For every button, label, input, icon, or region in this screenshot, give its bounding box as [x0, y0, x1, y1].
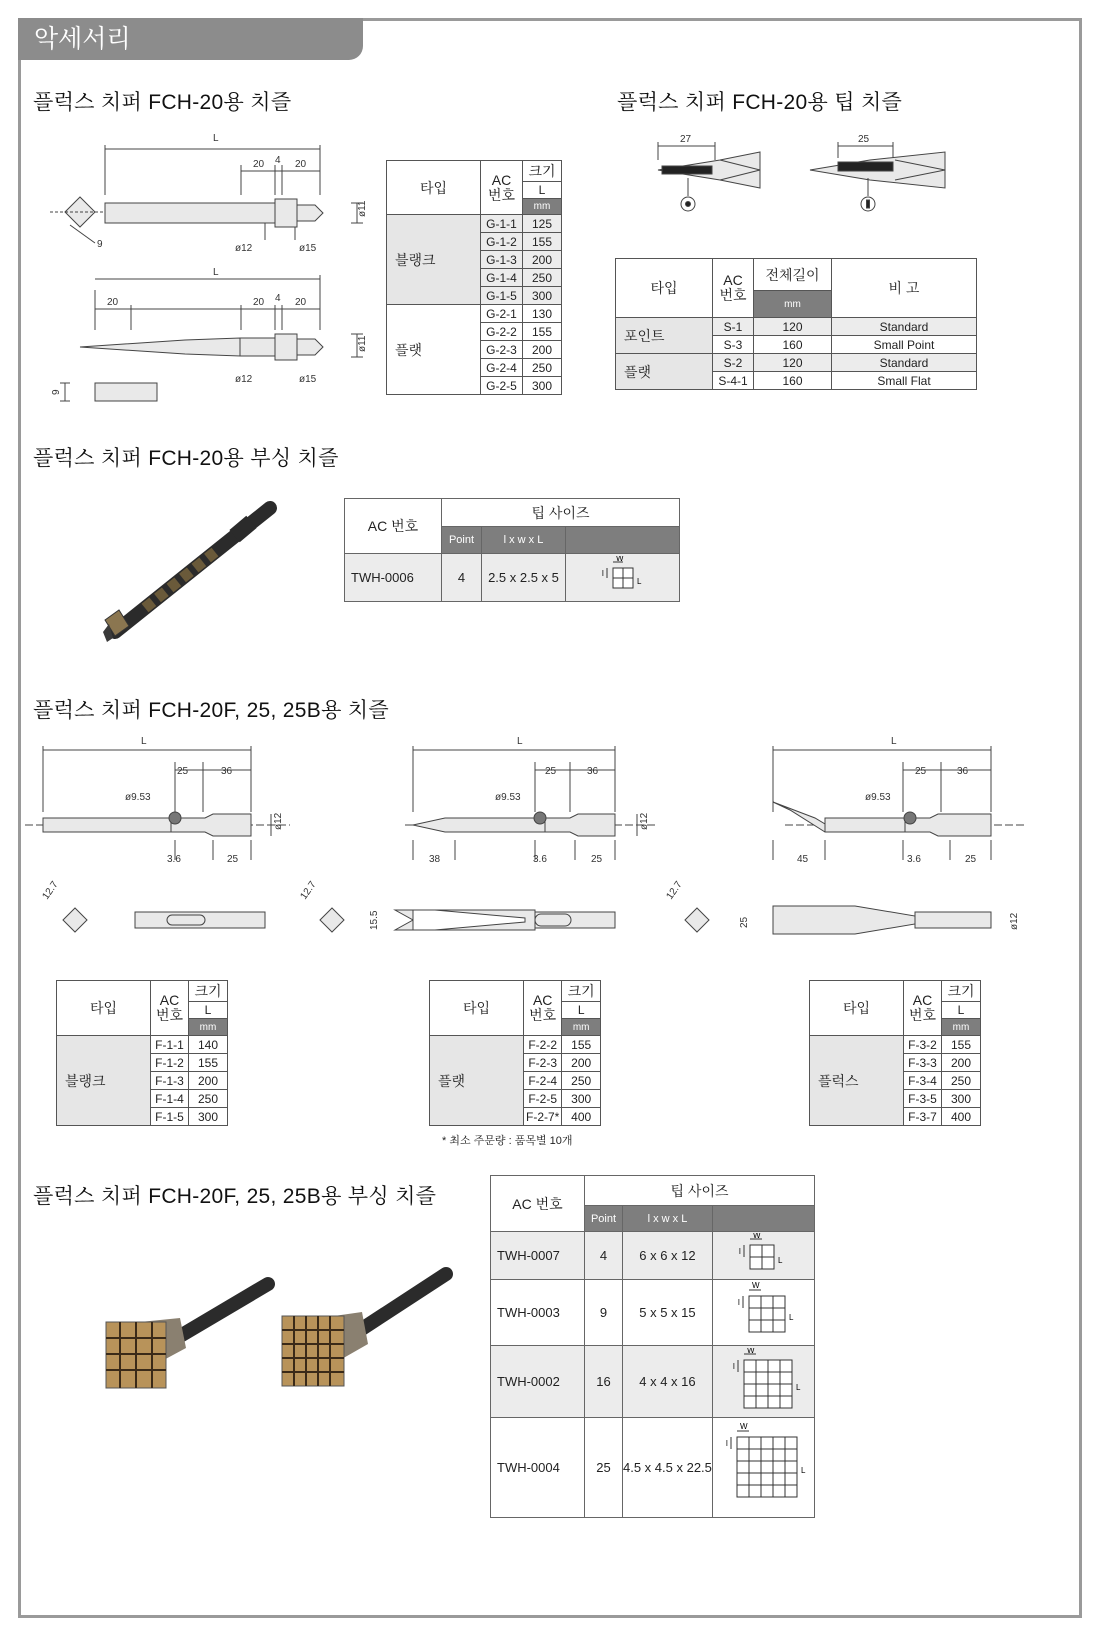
svg-text:W: W: [740, 1422, 749, 1431]
twh-large-size-header: l x w x L: [623, 1206, 713, 1232]
table-cell: F-1-4: [151, 1090, 189, 1108]
table-cell: 200: [523, 341, 562, 359]
table-cell: F-2-2: [524, 1036, 562, 1054]
twh-small-point-header: Point: [442, 527, 482, 554]
table-cell: F-2-3: [524, 1054, 562, 1072]
table-cell: 155: [523, 323, 562, 341]
table-cell: 6 x 6 x 12: [623, 1232, 713, 1280]
table-cell: 160: [754, 372, 832, 390]
table-s-unit: mm: [754, 291, 832, 318]
dim-27: 27: [680, 134, 692, 145]
table-tip-chisel: [615, 258, 977, 390]
heading-fch20f-bushing: 플럭스 치퍼 FCH-20F, 25, 25B용 부싱 치즐: [33, 1185, 437, 1208]
table-cell: 250: [523, 359, 562, 377]
svg-text:W: W: [747, 1348, 756, 1355]
table-cell: Small Point: [832, 336, 977, 354]
table-cell: Standard: [832, 354, 977, 372]
table-s-note-header: 비 고: [832, 259, 977, 318]
dim-127-c: 12.7: [664, 879, 685, 902]
table-cell: 16: [585, 1346, 623, 1418]
svg-text:l: l: [733, 1362, 736, 1371]
dim-20-d: 20: [253, 297, 265, 308]
table-cell: 200: [189, 1072, 228, 1090]
dim-12-b: ø12: [235, 374, 253, 385]
table-g-type-header: 타입: [387, 161, 481, 215]
table-f1-size-header: 크기: [189, 981, 228, 1002]
table-f2-ac-header: AC 번호: [524, 981, 562, 1036]
table-s-group-point: 포인트: [616, 318, 713, 354]
table-f1-type-header: 타입: [57, 981, 151, 1036]
table-g-group-flat: 플랫: [387, 305, 481, 395]
bushing-chisel-photos: [100, 1262, 460, 1422]
table-cell: 25: [585, 1418, 623, 1518]
table-cell: F-1-3: [151, 1072, 189, 1090]
table-cell: 400: [942, 1108, 981, 1126]
dim-11-a: ø11: [357, 200, 368, 217]
table-cell: S-3: [713, 336, 754, 354]
table-cell: 250: [562, 1072, 601, 1090]
table-cell: F-3-7: [904, 1108, 942, 1126]
table-cell: S-2: [713, 354, 754, 372]
dim-9-a: 9: [97, 239, 103, 250]
table-cell: S-1: [713, 318, 754, 336]
svg-text:W: W: [615, 556, 624, 563]
dim-9-b: 9: [51, 389, 62, 395]
fch20f-chisel-drawing: [25, 732, 1065, 952]
svg-text:L: L: [796, 1383, 801, 1392]
table-cell: 130: [523, 305, 562, 323]
table-cell: 300: [942, 1090, 981, 1108]
table-cell: Standard: [832, 318, 977, 336]
tip-grid-4x4-icon: [712, 1346, 814, 1418]
table-cell: 4.5 x 4.5 x 22.5: [623, 1418, 713, 1518]
section-tab: 악세서리: [18, 18, 363, 60]
twh-large-icon-header: [712, 1206, 814, 1232]
table-g-unit: mm: [523, 199, 562, 215]
table-fch20-chisel: [386, 160, 562, 395]
twh-large-point-header: Point: [585, 1206, 623, 1232]
dim-12-a: ø12: [235, 243, 253, 254]
table-cell: G-2-5: [481, 377, 523, 395]
dim-25-tip: 25: [858, 134, 870, 145]
svg-text:l: l: [726, 1439, 729, 1448]
table-fch20f-bushing: [490, 1175, 815, 1518]
table-cell: 300: [523, 287, 562, 305]
dim-36-b: 36: [587, 766, 599, 777]
table-f2-unit: mm: [562, 1019, 601, 1036]
dim-25s-c: 25: [965, 854, 977, 865]
table-cell: G-1-2: [481, 233, 523, 251]
table-fch20f-blank: [56, 980, 228, 1126]
tip-chisel-drawing: [650, 130, 960, 220]
table-cell: 120: [754, 318, 832, 336]
fch20-chisel-drawing: [35, 125, 375, 405]
table-f1-ac-header: AC 번호: [151, 981, 189, 1036]
dim-953-b: ø9.53: [495, 792, 521, 803]
dim-L-3: L: [141, 736, 147, 747]
svg-text:L: L: [636, 577, 641, 586]
table-cell: F-1-1: [151, 1036, 189, 1054]
table-cell: 300: [189, 1108, 228, 1126]
dim-L-4: L: [517, 736, 523, 747]
dim-45: 45: [797, 854, 809, 865]
table-cell: F-3-4: [904, 1072, 942, 1090]
dim-25-side: 25: [739, 916, 750, 928]
dim-15-b: ø15: [299, 374, 317, 385]
table-fch20f-flux: [809, 980, 981, 1126]
table-f2-type-header: 타입: [430, 981, 524, 1036]
table-fch20-bushing: [344, 498, 680, 602]
table-f1-size-sub: L: [189, 1002, 228, 1019]
table-cell: G-2-4: [481, 359, 523, 377]
table-g-size-header: 크기: [523, 161, 562, 182]
heading-fch20-chisel: 플럭스 치퍼 FCH-20용 치즐: [33, 91, 292, 114]
dim-20-c: 20: [107, 297, 119, 308]
tip-grid-2x2-icon: [712, 1232, 814, 1280]
table-cell: F-3-5: [904, 1090, 942, 1108]
twh-small-size-header: l x w x L: [482, 527, 566, 554]
table-cell: F-1-5: [151, 1108, 189, 1126]
table-cell: 4 x 4 x 16: [623, 1346, 713, 1418]
table-g-ac-header: AC 번호: [481, 161, 523, 215]
table-cell: 300: [523, 377, 562, 395]
twh-small-tip-header: 팁 사이즈: [442, 499, 680, 527]
svg-text:W: W: [752, 1282, 761, 1290]
table-cell: 4: [442, 554, 482, 602]
svg-text:L: L: [789, 1313, 794, 1322]
table-cell: 9: [585, 1280, 623, 1346]
heading-fch20-tip-chisel: 플럭스 치퍼 FCH-20용 팁 치즐: [617, 91, 903, 114]
dim-155: 15.5: [369, 910, 380, 930]
dim-15-a: ø15: [299, 243, 317, 254]
table-s-group-flat: 플랫: [616, 354, 713, 390]
dim-25-a: 25: [177, 766, 189, 777]
dim-36-c: 36: [957, 766, 969, 777]
table-cell: TWH-0006: [345, 554, 442, 602]
dim-25s-a: 25: [227, 854, 239, 865]
dim-36s-a: 3.6: [167, 854, 181, 865]
dim-36s-c: 3.6: [907, 854, 921, 865]
table-cell: 120: [754, 354, 832, 372]
table-cell: 250: [523, 269, 562, 287]
table-f3-size-header: 크기: [942, 981, 981, 1002]
svg-text:l: l: [601, 569, 604, 578]
table-cell: S-4-1: [713, 372, 754, 390]
table-cell: 155: [562, 1036, 601, 1054]
table-cell: Small Flat: [832, 372, 977, 390]
dim-4-a: 4: [275, 155, 281, 166]
table-cell: G-2-2: [481, 323, 523, 341]
dim-25-b: 25: [545, 766, 557, 777]
table-f3-size-sub: L: [942, 1002, 981, 1019]
table-cell: G-1-3: [481, 251, 523, 269]
table-cell: 200: [523, 251, 562, 269]
dim-25s-b: 25: [591, 854, 603, 865]
table-g-size-sub: L: [523, 182, 562, 199]
twh-large-tip-header: 팁 사이즈: [585, 1176, 815, 1206]
dim-20-e: 20: [295, 297, 307, 308]
table-cell: G-2-1: [481, 305, 523, 323]
table-f3-group: 플럭스: [810, 1036, 904, 1126]
table-cell: 300: [562, 1090, 601, 1108]
dim-12-d: ø12: [639, 812, 650, 830]
table-f3-unit: mm: [942, 1019, 981, 1036]
table-f2-group: 플랫: [430, 1036, 524, 1126]
table-cell: F-2-7*: [524, 1108, 562, 1126]
svg-text:L: L: [778, 1256, 783, 1265]
svg-text:W: W: [753, 1233, 762, 1240]
table-cell: 4: [585, 1232, 623, 1280]
heading-fch20f-chisel: 플럭스 치퍼 FCH-20F, 25, 25B용 치즐: [33, 699, 389, 722]
dim-12-e: ø12: [1009, 912, 1020, 930]
dim-L-1: L: [213, 133, 219, 144]
dim-20-b: 20: [295, 159, 307, 170]
table-cell: 250: [942, 1072, 981, 1090]
table-cell: 160: [754, 336, 832, 354]
tip-grid-5x5-icon: [712, 1418, 814, 1518]
dim-36-a: 36: [221, 766, 233, 777]
svg-text:L: L: [801, 1466, 806, 1475]
table-cell: F-3-2: [904, 1036, 942, 1054]
table-cell: TWH-0004: [491, 1418, 585, 1518]
table-cell: F-2-4: [524, 1072, 562, 1090]
table-fch20f-flat: [429, 980, 601, 1126]
table-cell: G-2-3: [481, 341, 523, 359]
dim-953-a: ø9.53: [125, 792, 151, 803]
dim-4-b: 4: [275, 293, 281, 304]
dim-36s-b: 3.6: [533, 854, 547, 865]
table-cell: G-1-4: [481, 269, 523, 287]
tip-grid-3x3-icon: [712, 1280, 814, 1346]
table-f3-type-header: 타입: [810, 981, 904, 1036]
dim-L-2: L: [213, 267, 219, 278]
table-cell: 125: [523, 215, 562, 233]
table-cell: 2.5 x 2.5 x 5: [482, 554, 566, 602]
dim-127-b: 12.7: [298, 879, 319, 902]
dim-38: 38: [429, 854, 441, 865]
svg-text:l: l: [739, 1247, 742, 1256]
dim-20-a: 20: [253, 159, 265, 170]
table-cell: 140: [189, 1036, 228, 1054]
table-f1-unit: mm: [189, 1019, 228, 1036]
table-s-length-header: 전체길이: [754, 259, 832, 291]
table-f2-size-header: 크기: [562, 981, 601, 1002]
dim-25-c: 25: [915, 766, 927, 777]
table-cell: 250: [189, 1090, 228, 1108]
table-g-group-blank: 블랭크: [387, 215, 481, 305]
table-f3-ac-header: AC 번호: [904, 981, 942, 1036]
twh-large-ac-header: AC 번호: [491, 1176, 585, 1232]
twh-small-ac-header: AC 번호: [345, 499, 442, 554]
table-cell: G-1-5: [481, 287, 523, 305]
table-cell: 200: [562, 1054, 601, 1072]
table-cell: 400: [562, 1108, 601, 1126]
table-cell: TWH-0003: [491, 1280, 585, 1346]
table-s-ac-header: AC 번호: [713, 259, 754, 318]
table-f1-group: 블랭크: [57, 1036, 151, 1126]
min-order-note: * 최소 주문량 : 품목별 10개: [442, 1135, 573, 1147]
svg-text:l: l: [738, 1298, 741, 1307]
dim-12-c: ø12: [273, 812, 284, 830]
table-cell: F-3-3: [904, 1054, 942, 1072]
table-f2-size-sub: L: [562, 1002, 601, 1019]
twh-small-icon-header: [566, 527, 680, 554]
table-cell: 5 x 5 x 15: [623, 1280, 713, 1346]
table-cell: 155: [523, 233, 562, 251]
table-cell: 155: [189, 1054, 228, 1072]
table-s-type-header: 타입: [616, 259, 713, 318]
dim-L-5: L: [891, 736, 897, 747]
table-cell: TWH-0007: [491, 1232, 585, 1280]
table-cell: 200: [942, 1054, 981, 1072]
bushing-chisel-photo: [95, 492, 295, 652]
dim-127-a: 12.7: [40, 879, 61, 902]
table-cell: 155: [942, 1036, 981, 1054]
table-cell: G-1-1: [481, 215, 523, 233]
table-cell: F-1-2: [151, 1054, 189, 1072]
heading-fch20-bushing: 플럭스 치퍼 FCH-20용 부싱 치즐: [33, 447, 339, 470]
dim-953-c: ø9.53: [865, 792, 891, 803]
table-cell: TWH-0002: [491, 1346, 585, 1418]
table-cell: F-2-5: [524, 1090, 562, 1108]
tip-grid-2x2-icon: [566, 554, 680, 602]
dim-11-b: ø11: [357, 335, 368, 352]
